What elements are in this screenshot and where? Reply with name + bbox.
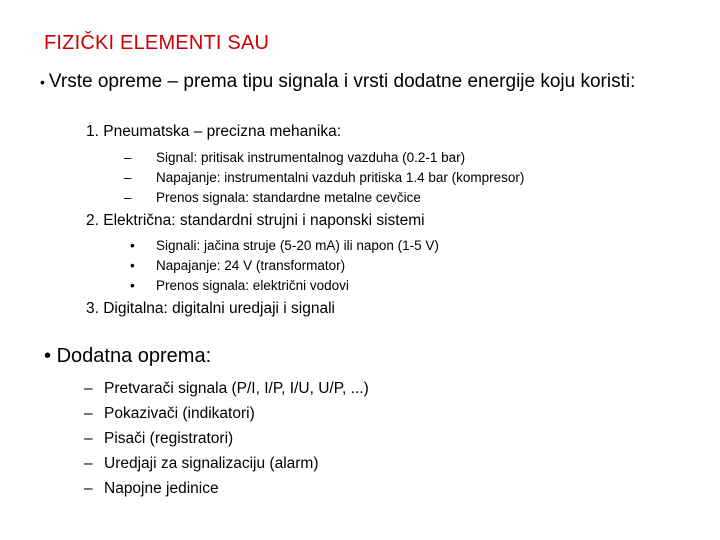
list-item-text: Pretvarači signala (P/I, I/P, I/U, U/P, ...) bbox=[104, 380, 369, 397]
intro-paragraph bbox=[40, 70, 700, 94]
extra-heading-text: Dodatna oprema: bbox=[56, 345, 212, 367]
list-item bbox=[124, 168, 524, 188]
slide-title: FIZIČKI ELEMENTI SAU bbox=[44, 32, 270, 54]
dash-marker: – bbox=[124, 190, 132, 205]
bullet-marker: • bbox=[130, 238, 135, 253]
list-item-text: Prenos signala: električni vodovi bbox=[156, 278, 349, 293]
list-item-text: Signali: jačina struje (5-20 mA) ili napon (1-5 V) bbox=[156, 238, 439, 253]
dash-marker: – bbox=[84, 380, 93, 397]
list-item bbox=[124, 276, 439, 296]
dash-marker: – bbox=[124, 170, 132, 185]
list-item bbox=[84, 451, 369, 476]
list-item-text: Pokazivači (indikatori) bbox=[104, 405, 255, 422]
list-item-text: Signal: pritisak instrumentalnog vazduha (0.2-1 bar) bbox=[156, 150, 466, 165]
bullet-icon: • bbox=[40, 74, 45, 90]
list-item bbox=[84, 426, 369, 451]
bullet-marker: • bbox=[130, 258, 135, 273]
list-item bbox=[124, 236, 439, 256]
electric-list bbox=[124, 236, 439, 296]
extra-heading bbox=[44, 345, 211, 368]
dash-marker: – bbox=[84, 455, 93, 472]
list-item bbox=[84, 401, 369, 426]
dash-marker: – bbox=[84, 405, 93, 422]
list-item-text: Napajanje: instrumentalni vazduh pritiska 1.4 bar (kompresor) bbox=[156, 170, 525, 185]
list-item-text: Uredjaji za signalizaciju (alarm) bbox=[104, 455, 319, 472]
list-item-text: Napajanje: 24 V (transformator) bbox=[156, 258, 346, 273]
dash-marker: – bbox=[84, 430, 93, 447]
list-item-text: Prenos signala: standardne metalne cevčice bbox=[156, 190, 421, 205]
bullet-icon: • bbox=[44, 345, 52, 367]
dash-marker: – bbox=[84, 480, 93, 497]
section-heading-digital: 3. Digitalna: digitalni uredjaji i signali bbox=[86, 300, 335, 317]
list-item-text: Napojne jedinice bbox=[104, 480, 219, 497]
bullet-marker: • bbox=[130, 278, 135, 293]
intro-text: Vrste opreme – prema tipu signala i vrsti dodatne energije koju koristi: bbox=[48, 71, 636, 92]
list-item bbox=[124, 148, 524, 168]
dash-marker: – bbox=[124, 150, 132, 165]
list-item-text: Pisači (registratori) bbox=[104, 430, 234, 447]
list-item bbox=[124, 188, 524, 208]
list-item bbox=[124, 256, 439, 276]
pneumatic-list bbox=[124, 148, 524, 208]
list-item bbox=[84, 476, 369, 501]
section-heading-pneumatic: 1. Pneumatska – precizna mehanika: bbox=[86, 123, 342, 140]
section-heading-electric: 2. Električna: standardni strujni i naponski sistemi bbox=[86, 212, 425, 229]
list-item bbox=[84, 376, 369, 401]
extra-equipment-list bbox=[84, 376, 369, 501]
